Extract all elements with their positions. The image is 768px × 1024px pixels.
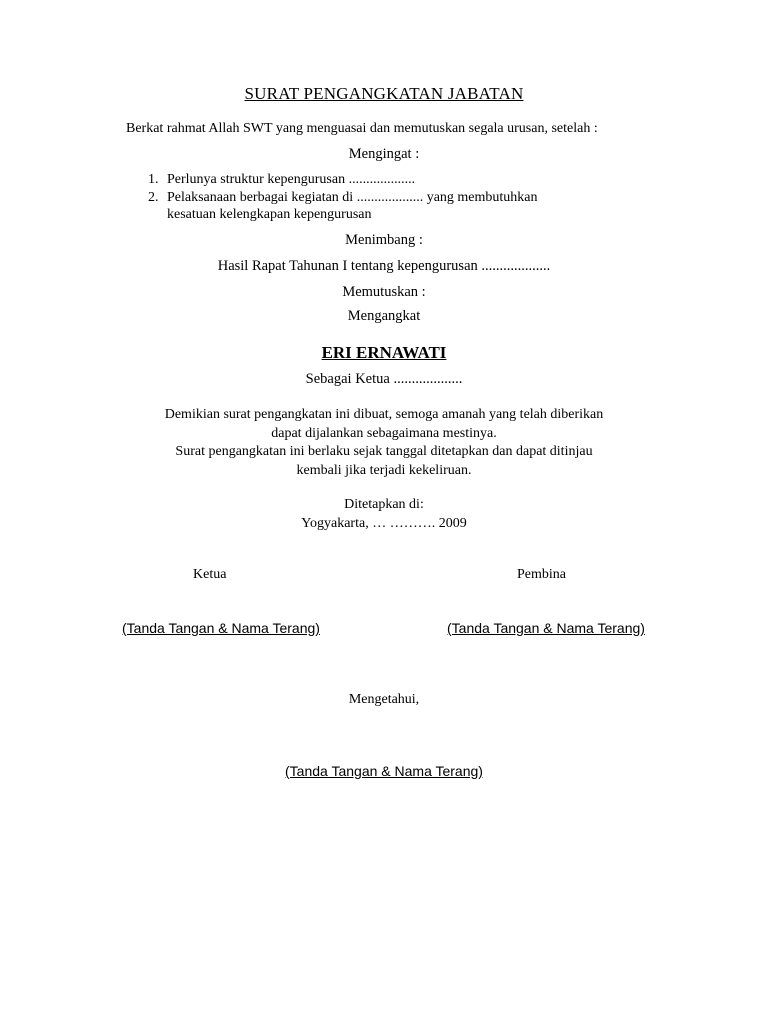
list-item xyxy=(148,171,538,189)
list-item-text: Pelaksanaan berbagai kegiatan di ................... yang membutuhkan xyxy=(167,189,538,205)
ditetapkan-label: Ditetapkan di: xyxy=(344,497,424,512)
appointee-position: Sebagai Ketua ................... xyxy=(305,371,463,387)
ditetapkan-place-date: Yogyakarta, … ………. 2009 xyxy=(301,515,467,531)
list-item-number: 2. xyxy=(148,189,159,205)
appointee-name: ERI ERNAWATI xyxy=(321,343,447,362)
mengingat-heading: Mengingat : xyxy=(348,146,420,162)
closing-line: dapat dijalankan sebagaimana mestinya. xyxy=(271,425,497,441)
signature-role-pembina: Pembina xyxy=(517,567,566,582)
signature-line-ketua: (Tanda Tangan & Nama Terang) xyxy=(122,620,320,636)
closing-line: kembali jika terjadi kekeliruan. xyxy=(296,462,472,478)
list-item-number: 1. xyxy=(148,172,159,187)
mengetahui-label: Mengetahui, xyxy=(348,692,420,707)
signature-line-pembina: (Tanda Tangan & Nama Terang) xyxy=(447,620,645,636)
closing-line: Surat pengangkatan ini berlaku sejak tanggal ditetapkan dan dapat ditinjau xyxy=(175,444,593,459)
closing-line: Demikian surat pengangkatan ini dibuat, semoga amanah yang telah diberikan xyxy=(164,407,604,422)
signature-role-ketua: Ketua xyxy=(193,567,227,582)
menimbang-text: Hasil Rapat Tahunan I tentang kepengurusan ................... xyxy=(217,258,551,274)
list-item-text: Perlunya struktur kepengurusan ................... xyxy=(167,172,416,187)
menimbang-heading: Menimbang : xyxy=(345,232,423,248)
memutuskan-text: Mengangkat xyxy=(347,308,421,324)
signature-line-mengetahui: (Tanda Tangan & Nama Terang) xyxy=(285,763,483,779)
opening-statement: Berkat rahmat Allah SWT yang menguasai dan memutuskan segala urusan, setelah : xyxy=(126,121,598,136)
list-item xyxy=(148,189,538,224)
memutuskan-heading: Memutuskan : xyxy=(342,284,426,300)
document-title: SURAT PENGANGKATAN JABATAN xyxy=(244,84,524,103)
ditetapkan-block xyxy=(0,496,768,533)
closing-paragraph xyxy=(0,406,768,480)
mengingat-list xyxy=(148,171,538,224)
list-item-text-continued: kesatuan kelengkapan kepengurusan xyxy=(167,207,372,222)
